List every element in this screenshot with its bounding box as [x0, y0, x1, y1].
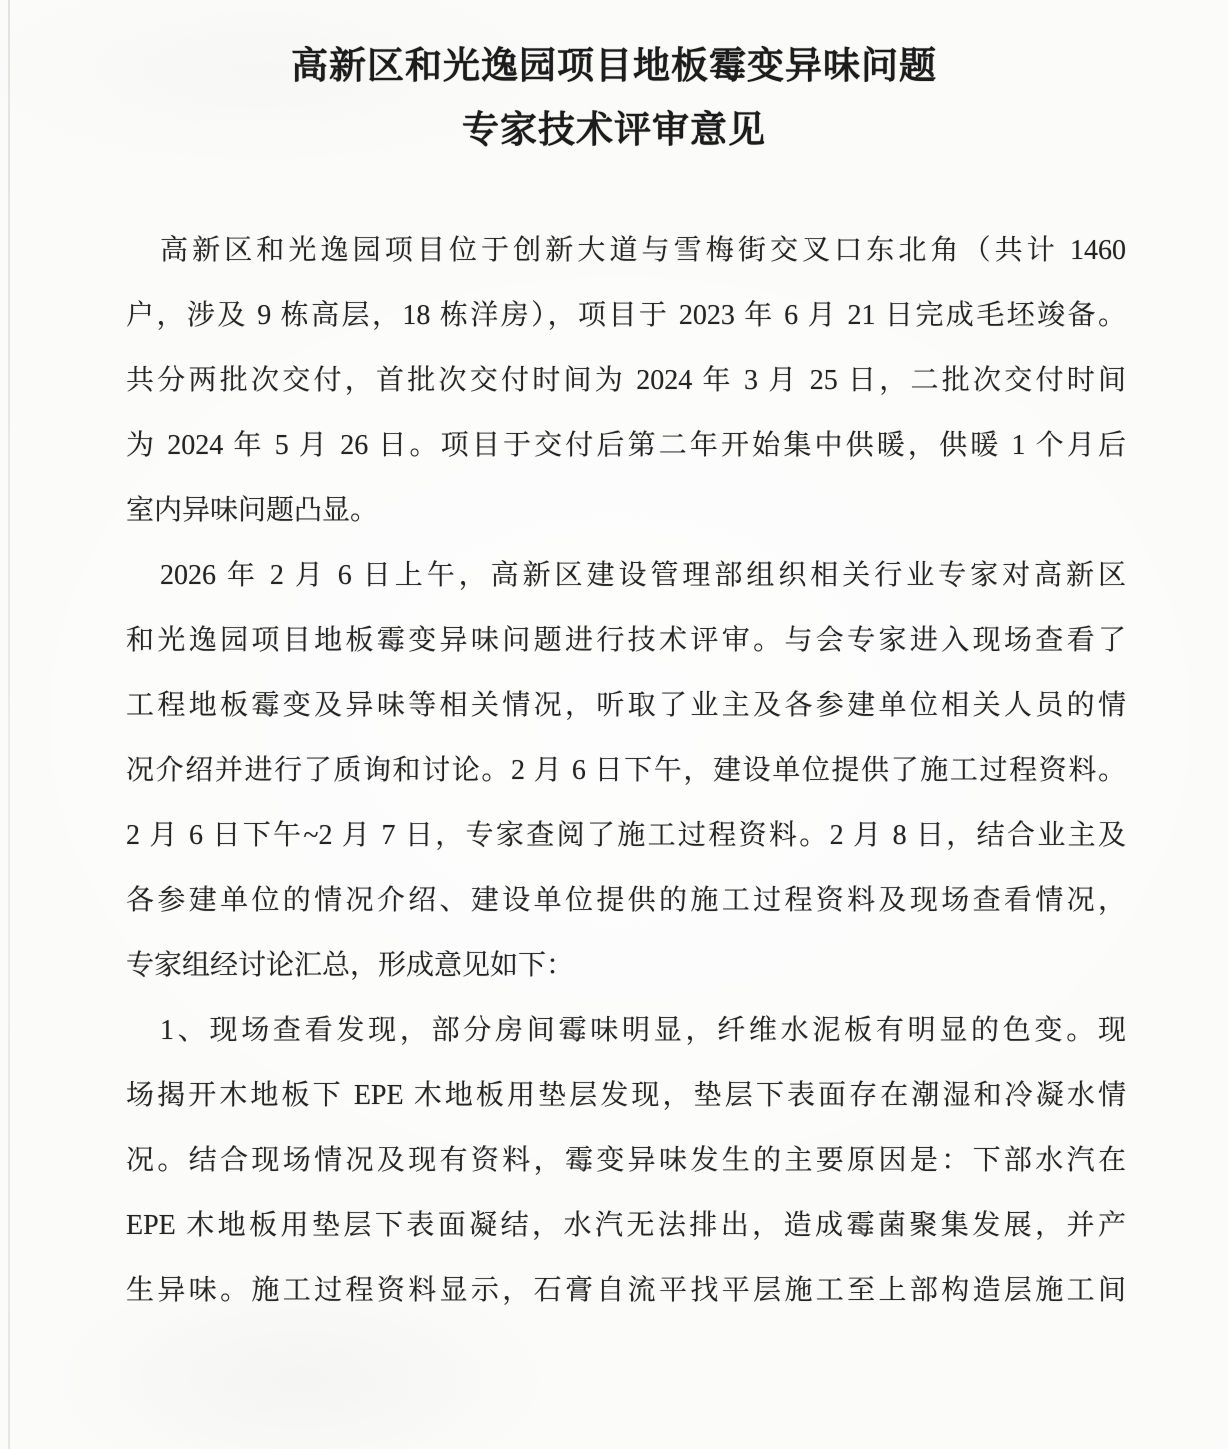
- body-line: 共分两批次交付，首批次交付时间为 2024 年 3 月 25 日，二批次交付时间: [126, 365, 1126, 396]
- document-title: [0, 34, 1228, 162]
- body-line: 室内异味问题凸显。: [126, 495, 379, 526]
- document-body: [126, 218, 1126, 1323]
- body-line: 2 月 6 日下午~2 月 7 日，专家查阅了施工过程资料。2 月 8 日，结合业主及: [126, 820, 1126, 851]
- body-line: 高新区和光逸园项目位于创新大道与雪梅街交叉口东北角（共计 1460: [160, 235, 1126, 266]
- scan-edge-artifact: [8, 0, 10, 1449]
- body-line: 生异味。施工过程资料显示，石膏自流平找平层施工至上部构造层施工间: [126, 1275, 1126, 1306]
- document-title-line-2: 专家技术评审意见: [462, 109, 766, 150]
- body-line: 各参建单位的情况介绍、建设单位提供的施工过程资料及现场查看情况，: [126, 885, 1126, 916]
- paragraph: [126, 218, 1126, 543]
- body-line: 工程地板霉变及异味等相关情况，听取了业主及各参建单位相关人员的情: [126, 690, 1126, 721]
- body-line: 和光逸园项目地板霉变异味问题进行技术评审。与会专家进入现场查看了: [126, 625, 1126, 656]
- body-line: EPE 木地板用垫层下表面凝结，水汽无法排出，造成霉菌聚集发展，并产: [126, 1210, 1126, 1241]
- body-line: 况介绍并进行了质询和讨论。2 月 6 日下午，建设单位提供了施工过程资料。: [126, 755, 1126, 786]
- body-line: 为 2024 年 5 月 26 日。项目于交付后第二年开始集中供暖，供暖 1 个月后: [126, 430, 1126, 461]
- paragraph: [126, 543, 1126, 998]
- body-line: 2026 年 2 月 6 日上午，高新区建设管理部组织相关行业专家对高新区: [160, 560, 1126, 591]
- body-line: 专家组经讨论汇总，形成意见如下：: [126, 950, 575, 981]
- body-line: 况。结合现场情况及现有资料，霉变异味发生的主要原因是：下部水汽在: [126, 1145, 1126, 1176]
- body-line: 户，涉及 9 栋高层，18 栋洋房），项目于 2023 年 6 月 21 日完成毛坯竣备。: [126, 300, 1126, 331]
- paragraph: [126, 998, 1126, 1323]
- document-title-line-1: 高新区和光逸园项目地板霉变异味问题: [291, 45, 937, 86]
- body-line: 场揭开木地板下 EPE 木地板用垫层发现，垫层下表面存在潮湿和冷凝水情: [126, 1080, 1126, 1111]
- body-line: 1、现场查看发现，部分房间霉味明显，纤维水泥板有明显的色变。现: [160, 1015, 1126, 1046]
